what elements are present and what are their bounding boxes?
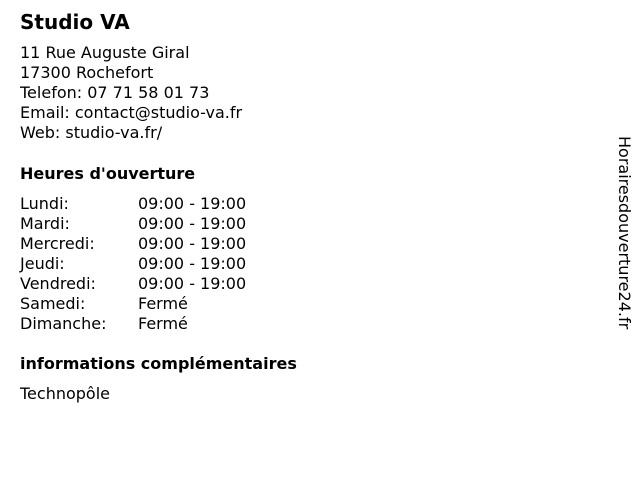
- hours-row-wednesday: [20, 234, 246, 254]
- opening-hours-table: [20, 194, 246, 334]
- email-address: Email: contact@studio-va.fr: [20, 103, 243, 122]
- day-label: Jeudi:: [20, 254, 65, 273]
- hours-value: 09:00 - 19:00: [138, 214, 247, 233]
- hours-value: 09:00 - 19:00: [138, 254, 247, 273]
- hours-row-friday: [20, 274, 246, 294]
- hours-value: 09:00 - 19:00: [138, 194, 247, 213]
- additional-info-heading: informations complémentaires: [20, 354, 297, 373]
- day-label: Mercredi:: [20, 234, 95, 253]
- hours-value: 09:00 - 19:00: [138, 234, 247, 253]
- hours-value: 09:00 - 19:00: [138, 274, 247, 293]
- additional-info-text: Technopôle: [20, 384, 110, 403]
- hours-row-sunday: [20, 314, 246, 334]
- hours-row-thursday: [20, 254, 246, 274]
- business-name: Studio VA: [20, 10, 130, 34]
- site-watermark: Horairesdouverture24.fr: [615, 136, 634, 330]
- hours-value: Fermé: [138, 314, 188, 333]
- hours-row-saturday: [20, 294, 246, 314]
- hours-row-tuesday: [20, 214, 246, 234]
- street-address: 11 Rue Auguste Giral: [20, 43, 190, 62]
- day-label: Vendredi:: [20, 274, 96, 293]
- day-label: Samedi:: [20, 294, 86, 313]
- hours-row-monday: [20, 194, 246, 214]
- phone-number: Telefon: 07 71 58 01 73: [20, 83, 210, 102]
- address-block: [20, 43, 242, 143]
- website: Web: studio-va.fr/: [20, 123, 163, 142]
- day-label: Dimanche:: [20, 314, 107, 333]
- hours-value: Fermé: [138, 294, 188, 313]
- day-label: Lundi:: [20, 194, 69, 213]
- opening-hours-heading: Heures d'ouverture: [20, 164, 196, 183]
- day-label: Mardi:: [20, 214, 70, 233]
- city-postcode: 17300 Rochefort: [20, 63, 154, 82]
